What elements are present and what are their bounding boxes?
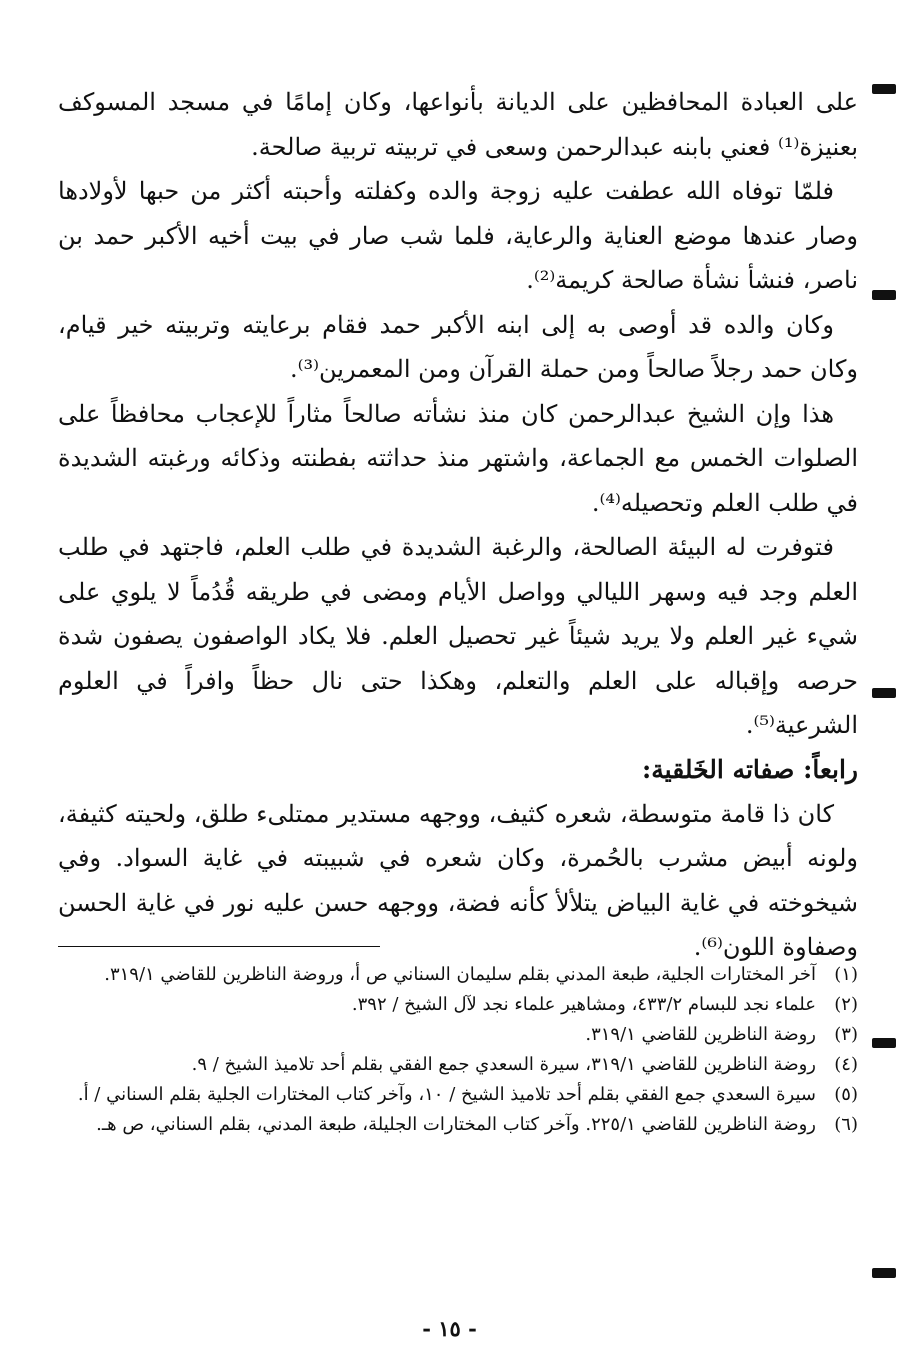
- footnote-number: (٢): [834, 994, 858, 1015]
- paragraph: وكان والده قد أوصى به إلى ابنه الأكبر حمد فقام برعايته وتربيته خير قيام، وكان حمد رجلاً صالحاً ومن حملة القرآن ومن المعمرين⁽³⁾.: [58, 310, 858, 383]
- footnote: [58, 1110, 858, 1140]
- footnote: [58, 990, 858, 1020]
- footnotes: [58, 960, 858, 1140]
- footnote-text: سيرة السعدي جمع الفقي بقلم أحد تلاميذ الشيخ / ١٠، وآخر كتاب المختارات الجلية بقلم السناني / أ.: [77, 1084, 816, 1105]
- footnote-number: (٣): [834, 1024, 858, 1045]
- footnote-text: روضة الناظرين للقاضي ٣١٩/١.: [585, 1024, 816, 1045]
- scan-mark: [872, 1038, 896, 1048]
- section-heading: رابعاً: صفاته الخَلقية:: [642, 754, 858, 784]
- footnote: [58, 1050, 858, 1080]
- paragraph: فلمّا توفاه الله عطفت عليه زوجة والده وكفلته وأحبته أكثر من حبها لأولادها وصار عندها موضع العناية والرعاية، فلما شب صار في بيت أخيه الأكبر حمد بن ناصر، فنشأ نشأة صالحة كريمة⁽²⁾.: [58, 177, 858, 294]
- scan-mark: [872, 688, 896, 698]
- footnote-number: (٥): [834, 1084, 858, 1105]
- scan-mark: [872, 1268, 896, 1278]
- footnote-number: (٤): [834, 1054, 858, 1075]
- paragraph: فتوفرت له البيئة الصالحة، والرغبة الشديدة في طلب العلم، فاجتهد في طلب العلم وجد فيه وسهر الليالي وواصل الأيام ومضى في طريقه قُدُماً لا يلوي على شيء غير العلم ولا يريد شيئاً غير تحصيل العلم. فلا يكاد الواصفون يصفون شدة حرصه وإقباله على العلم والتعلم، وهكذا حتى نال حظاً وافراً في العلوم الشرعية⁽⁵⁾.: [58, 533, 859, 739]
- footnote-text: آخر المختارات الجلية، طبعة المدني بقلم سليمان السناني ص أ، وروضة الناظرين للقاضي ٣١٩/١.: [104, 964, 816, 985]
- footnote: [58, 1080, 858, 1110]
- page-number: - ١٥ -: [422, 1316, 477, 1341]
- footnote: [58, 1020, 858, 1050]
- footnote-text: علماء نجد للبسام ٤٣٣/٢، ومشاهير علماء نجد لآل الشيخ / ٣٩٢.: [351, 994, 816, 1015]
- footnote-text: روضة الناظرين للقاضي ٣١٩/١، سيرة السعدي جمع الفقي بقلم أحد تلاميذ الشيخ / ٩.: [191, 1054, 816, 1075]
- scan-mark: [872, 84, 896, 94]
- footnote-text: روضة الناظرين للقاضي ٢٢٥/١. وآخر كتاب المختارات الجليلة، طبعة المدني، بقلم السناني، ص هـ.: [96, 1114, 816, 1135]
- main-text: [58, 80, 858, 970]
- footnote: [58, 960, 858, 990]
- scan-mark: [872, 290, 896, 300]
- footnote-number: (١): [834, 964, 858, 985]
- footnote-separator: [58, 946, 380, 947]
- paragraph: كان ذا قامة متوسطة، شعره كثيف، ووجهه مستدير ممتلىء طلق، ولحيته كثيفة، ولونه أبيض مشرب بالحُمرة، وكان شعره في شبيبته في غاية السواد. وفي شيخوخته في غاية البياض يتلألأ كأنه فضة، ووجهه حسن عليه نور في غاية الحسن وصفاوة اللون⁽⁶⁾.: [58, 799, 858, 961]
- paragraph: على العبادة المحافظين على الديانة بأنواعها، وكان إمامًا في مسجد المسوكف بعنيزة⁽¹⁾ فعني بابنه عبدالرحمن وسعى في تربيته تربية صالحة.: [58, 88, 858, 161]
- footnote-number: (٦): [834, 1114, 858, 1135]
- paragraph: هذا وإن الشيخ عبدالرحمن كان منذ نشأته صالحاً مثاراً للإعجاب محافظاً على الصلوات الخمس مع الجماعة، واشتهر منذ حداثته بفطنته وذكائه ورغبته الشديدة في طلب العلم وتحصيله⁽⁴⁾.: [58, 399, 858, 517]
